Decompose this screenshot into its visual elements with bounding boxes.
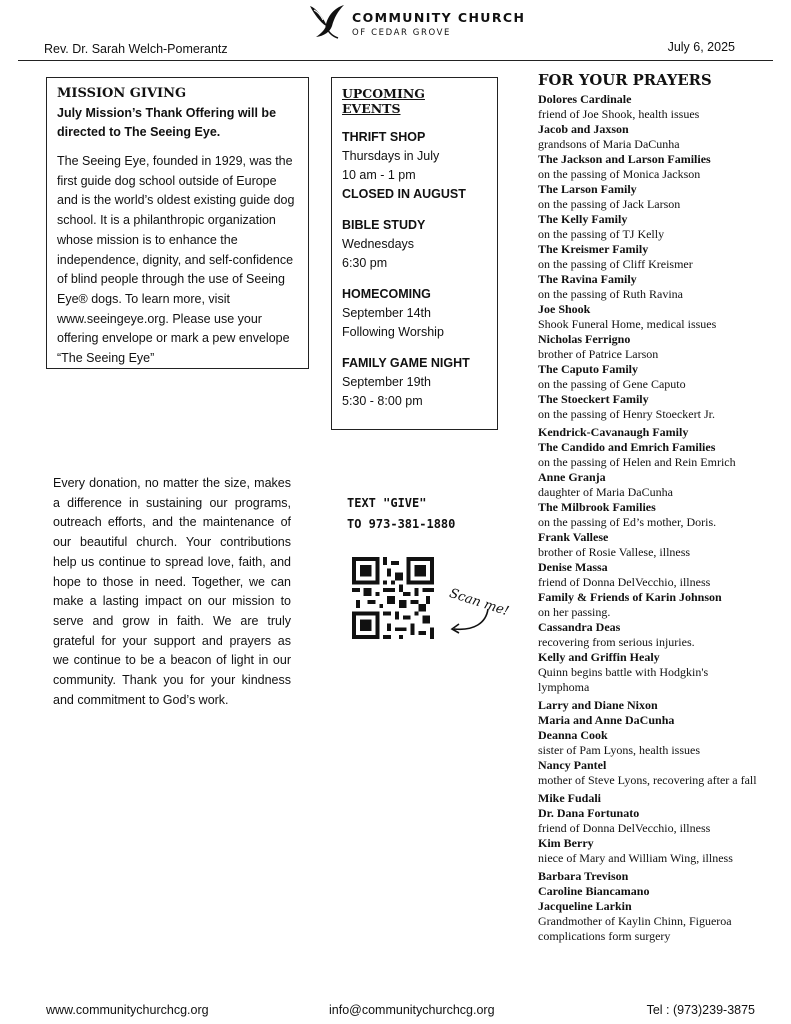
prayer-name: Nicholas Ferrigno	[538, 332, 631, 346]
prayer-note: on the passing of Monica Jackson	[538, 167, 701, 181]
event-family-game-night	[342, 354, 487, 411]
prayer-note: on the passing of Henry Stoeckert Jr.	[538, 407, 715, 421]
prayer-entry	[538, 530, 788, 560]
prayer-note: niece of Mary and William Wing, illness	[538, 851, 733, 865]
event-name: FAMILY GAME NIGHT	[342, 356, 470, 370]
events-title: UPCOMING EVENTS	[342, 86, 425, 116]
prayer-name: Anne Granja	[538, 470, 606, 484]
prayer-name: The Milbrook Families	[538, 500, 656, 514]
prayer-name: The Larson Family	[538, 182, 637, 196]
prayer-name: Denise Massa	[538, 560, 608, 574]
donation-paragraph: Every donation, no matter the size, makes a difference in sustaining our programs, outreach efforts, and the maintenance of our beautiful church. Your contributions help us continue to spread love, faith, and hope to those in need. Together, we can make a lasting impact on our mission to serve and grow in faith. We are truly grateful for your support and prayers as we continue to be a beacon of light in our community. Thank you for your kindness and commitment to God’s work.	[53, 476, 291, 707]
prayer-name: Kim Berry	[538, 836, 594, 850]
prayer-entry	[538, 899, 788, 944]
prayer-note: daughter of Maria DaCunha	[538, 485, 673, 499]
prayer-note: on the passing of Helen and Rein Emrich	[538, 455, 736, 469]
prayer-name: Larry and Diane Nixon	[538, 698, 658, 712]
mission-body: The Seeing Eye, founded in 1929, was the first guide dog school outside of Europe and is the world’s oldest existing guide dog school. It is a philanthropic organization whose mission is to enhance the independence, dignity, and self-confidence of blind people through the use of Seeing Eye® dogs. To learn more, visit www.seeingeye.org. Please use your offering envelope or mark a pew envelope “The Seeing Eye”	[57, 154, 295, 366]
qr-code[interactable]	[352, 555, 434, 641]
mission-subtitle: July Mission’s Thank Offering will be directed to The Seeing Eye.	[57, 106, 277, 139]
prayer-entry	[538, 590, 788, 620]
header-divider	[18, 60, 773, 61]
prayer-note: Grandmother of Kaylin Chinn, Figueroa	[538, 914, 732, 928]
prayer-note: Shook Funeral Home, medical issues	[538, 317, 717, 331]
prayer-note: friend of Joe Shook, health issues	[538, 107, 700, 121]
prayer-name: The Kelly Family	[538, 212, 628, 226]
prayers-title: FOR YOUR PRAYERS	[538, 72, 712, 89]
prayer-entry	[538, 302, 788, 332]
mission-title: MISSION GIVING	[57, 86, 187, 101]
prayer-note: sister of Pam Lyons, health issues	[538, 743, 700, 757]
dove-icon	[306, 2, 348, 40]
prayer-note: brother of Patrice Larson	[538, 347, 659, 361]
prayer-name: The Ravina Family	[538, 272, 637, 286]
event-detail: 10 am - 1 pm	[342, 168, 416, 182]
prayer-name: Dolores Cardinale	[538, 92, 632, 106]
prayer-entry	[538, 152, 788, 182]
prayer-note: Quinn begins battle with Hodgkin's	[538, 665, 709, 679]
prayer-entry	[538, 332, 788, 362]
text-give-number: TO 973-381-1880	[347, 517, 456, 531]
prayer-name: Family & Friends of Karin Johnson	[538, 590, 722, 604]
prayer-note: brother of Rosie Vallese, illness	[538, 545, 691, 559]
prayer-note: on the passing of Ed’s mother, Doris.	[538, 515, 717, 529]
prayer-note: on the passing of Jack Larson	[538, 197, 681, 211]
event-detail: Thursdays in July	[342, 149, 440, 163]
prayer-name: Nancy Pantel	[538, 758, 607, 772]
prayer-name: Caroline Biancamano	[538, 884, 650, 898]
prayer-entry	[538, 728, 788, 758]
prayer-note: recovering from serious injuries.	[538, 635, 695, 649]
prayer-entry	[538, 362, 788, 392]
prayer-note: mother of Steve Lyons, recovering after a fall	[538, 773, 757, 787]
event-detail: September 14th	[342, 306, 431, 320]
event-homecoming	[342, 285, 487, 342]
prayer-name: Cassandra Deas	[538, 620, 621, 634]
prayer-entry	[538, 212, 788, 242]
prayer-entry	[538, 182, 788, 212]
prayer-name: Jacob and Jaxson	[538, 122, 629, 136]
event-detail: 6:30 pm	[342, 256, 388, 270]
prayer-name: Kelly and Griffin Healy	[538, 650, 660, 664]
prayer-entry	[538, 650, 788, 695]
prayer-name: Barbara Trevison	[538, 869, 629, 883]
prayer-name: Mike Fudali	[538, 791, 602, 805]
prayer-entry	[538, 836, 788, 866]
prayer-name: Frank Vallese	[538, 530, 609, 544]
prayer-name: Jacqueline Larkin	[538, 899, 632, 913]
event-name: BIBLE STUDY	[342, 218, 426, 232]
event-bible-study	[342, 216, 487, 273]
prayer-entry	[538, 500, 788, 530]
event-detail: Following Worship	[342, 325, 444, 339]
prayer-name: The Kreismer Family	[538, 242, 649, 256]
prayer-note: on her passing.	[538, 605, 611, 619]
prayer-entry	[538, 122, 788, 152]
event-detail: 5:30 - 8:00 pm	[342, 394, 423, 408]
prayer-name: The Caputo Family	[538, 362, 639, 376]
prayer-name: The Jackson and Larson Families	[538, 152, 711, 166]
prayer-entry	[538, 92, 788, 122]
prayers-list	[538, 72, 788, 944]
text-give-line: TEXT "GIVE"	[347, 496, 427, 510]
prayer-name: Maria and Anne DaCunha	[538, 713, 675, 727]
prayer-note: friend of Donna DelVecchio, illness	[538, 821, 711, 835]
prayer-name: Deanna Cook	[538, 728, 608, 742]
prayer-entry	[538, 791, 788, 806]
footer-email[interactable]: info@communitychurchcg.org	[329, 1003, 495, 1017]
prayer-name: Dr. Dana Fortunato	[538, 806, 640, 820]
event-detail: Wednesdays	[342, 237, 415, 251]
event-thrift-shop	[342, 128, 487, 204]
prayer-name: Joe Shook	[538, 302, 591, 316]
prayer-entry	[538, 392, 788, 422]
church-logo	[306, 2, 526, 42]
prayer-name: The Stoeckert Family	[538, 392, 649, 406]
prayer-entry	[538, 470, 788, 500]
prayer-entry	[538, 713, 788, 728]
curved-arrow-icon	[448, 607, 490, 635]
footer-website[interactable]: www.communitychurchcg.org	[46, 1003, 209, 1017]
prayer-name: The Candido and Emrich Families	[538, 440, 716, 454]
event-name: HOMECOMING	[342, 287, 431, 301]
pastor-name: Rev. Dr. Sarah Welch-Pomerantz	[44, 42, 228, 56]
prayer-note: complications form surgery	[538, 929, 671, 943]
prayer-entry	[538, 758, 788, 788]
event-name: THRIFT SHOP	[342, 130, 426, 144]
prayer-entry	[538, 884, 788, 899]
footer-phone: Tel : (973)239-3875	[646, 1003, 755, 1017]
prayer-items	[538, 92, 788, 944]
mission-giving-box	[46, 77, 309, 369]
prayer-note: on the passing of Gene Caputo	[538, 377, 686, 391]
prayer-entry	[538, 869, 788, 884]
prayer-entry	[538, 698, 788, 713]
prayer-note: grandsons of Maria DaCunha	[538, 137, 680, 151]
bulletin-date: July 6, 2025	[667, 40, 735, 54]
prayer-note: lymphoma	[538, 680, 590, 694]
upcoming-events-box	[331, 77, 498, 430]
church-subtitle: OF CEDAR GROVE	[352, 28, 452, 38]
prayer-entry	[538, 242, 788, 272]
prayer-note: on the passing of Cliff Kreismer	[538, 257, 693, 271]
prayer-entry	[538, 806, 788, 836]
event-detail: September 19th	[342, 375, 431, 389]
prayer-entry	[538, 425, 788, 440]
prayer-entry	[538, 560, 788, 590]
church-name: COMMUNITY CHURCH	[352, 10, 526, 25]
prayer-note: on the passing of TJ Kelly	[538, 227, 665, 241]
prayer-entry	[538, 440, 788, 470]
prayer-note: on the passing of Ruth Ravina	[538, 287, 683, 301]
scan-me-label: Scan me!	[447, 586, 511, 620]
prayer-note: friend of Donna DelVecchio, illness	[538, 575, 711, 589]
prayer-entry	[538, 620, 788, 650]
prayer-entry	[538, 272, 788, 302]
prayer-name: Kendrick-Cavanaugh Family	[538, 425, 689, 439]
event-detail: CLOSED IN AUGUST	[342, 187, 466, 201]
